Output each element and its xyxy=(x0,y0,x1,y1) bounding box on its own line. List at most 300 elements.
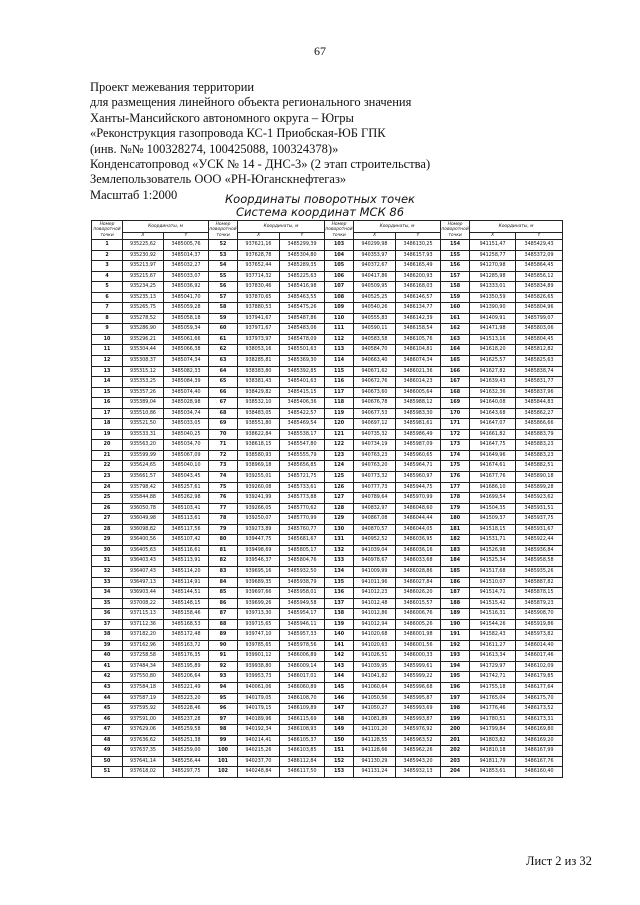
point-number-cell: 74 xyxy=(209,472,238,483)
x-coordinate-cell: 940735,32 xyxy=(354,429,396,440)
y-header: Y xyxy=(396,233,441,240)
y-coordinate-cell: 3486036,16 xyxy=(396,545,441,556)
point-number-cell: 9 xyxy=(92,324,123,335)
x-coordinate-cell: 940353,97 xyxy=(354,250,396,261)
point-number-cell: 1 xyxy=(92,240,123,251)
x-coordinate-cell: 935296,21 xyxy=(123,334,164,345)
y-coordinate-cell: 3485369,30 xyxy=(280,356,325,367)
x-coordinate-cell: 939546,37 xyxy=(238,556,280,567)
y-coordinate-cell: 3485999,22 xyxy=(396,672,441,683)
point-number-cell: 153 xyxy=(325,767,354,778)
header-line: для размещения линейного объекта регионального значения xyxy=(90,95,412,110)
point-number-cell: 17 xyxy=(92,408,123,419)
table-row xyxy=(92,250,563,261)
point-number-cell: 124 xyxy=(325,461,354,472)
table-row xyxy=(92,461,563,472)
point-number-cell: 181 xyxy=(441,524,470,535)
y-coordinate-cell: 3485058,18 xyxy=(164,313,209,324)
point-number-cell: 184 xyxy=(441,556,470,567)
y-coordinate-cell: 3485262,98 xyxy=(164,493,209,504)
x-coordinate-cell: 935599,99 xyxy=(123,450,164,461)
point-number-cell: 71 xyxy=(209,440,238,451)
y-coordinate-cell: 3485103,41 xyxy=(164,503,209,514)
table-row xyxy=(92,398,563,409)
x-coordinate-cell: 940677,53 xyxy=(354,408,396,419)
x-coordinate-cell: 941674,61 xyxy=(470,461,516,472)
y-coordinate-cell: 3486001,98 xyxy=(396,630,441,641)
y-coordinate-cell: 3485799,07 xyxy=(516,313,563,324)
point-number-cell: 106 xyxy=(325,271,354,282)
table-row xyxy=(92,682,563,693)
x-header: X xyxy=(123,233,164,240)
x-coordinate-cell: 938618,15 xyxy=(238,440,280,451)
x-coordinate-cell: 935389,04 xyxy=(123,398,164,409)
x-coordinate-cell: 938483,05 xyxy=(238,408,280,419)
y-coordinate-cell: 3485463,55 xyxy=(280,292,325,303)
point-number-cell: 144 xyxy=(325,672,354,683)
point-number-cell: 131 xyxy=(325,535,354,546)
point-number-cell: 48 xyxy=(92,735,123,746)
point-number-cell: 121 xyxy=(325,429,354,440)
y-coordinate-cell: 3485074,40 xyxy=(164,387,209,398)
y-coordinate-cell: 3485962,26 xyxy=(396,746,441,757)
y-coordinate-cell: 3485034,74 xyxy=(164,408,209,419)
table-row xyxy=(92,746,563,757)
y-coordinate-cell: 3485986,49 xyxy=(396,429,441,440)
x-coordinate-cell: 937641,14 xyxy=(123,756,164,767)
y-coordinate-cell: 3485059,28 xyxy=(164,303,209,314)
point-number-cell: 12 xyxy=(92,356,123,367)
point-number-cell: 33 xyxy=(92,577,123,588)
x-coordinate-cell: 941011,96 xyxy=(354,577,396,588)
table-row xyxy=(92,377,563,388)
y-coordinate-cell: 3485392,85 xyxy=(280,366,325,377)
x-coordinate-cell: 940417,86 xyxy=(354,271,396,282)
point-number-cell: 136 xyxy=(325,588,354,599)
x-coordinate-cell: 939785,65 xyxy=(238,640,280,651)
y-coordinate-cell: 3485172,48 xyxy=(164,630,209,641)
point-number-cell: 47 xyxy=(92,725,123,736)
x-coordinate-cell: 941625,57 xyxy=(470,356,516,367)
point-number-cell: 29 xyxy=(92,535,123,546)
y-coordinate-cell: 3485837,96 xyxy=(516,387,563,398)
y-coordinate-cell: 3485297,75 xyxy=(164,767,209,778)
point-number-cell: 21 xyxy=(92,450,123,461)
point-number-cell: 37 xyxy=(92,619,123,630)
y-coordinate-cell: 3485943,20 xyxy=(396,756,441,767)
point-number-cell: 154 xyxy=(441,240,470,251)
point-number-cell: 183 xyxy=(441,545,470,556)
x-coordinate-cell: 940509,95 xyxy=(354,282,396,293)
y-coordinate-cell: 3485501,63 xyxy=(280,345,325,356)
x-coordinate-cell: 941513,16 xyxy=(470,334,516,345)
y-coordinate-cell: 3486021,36 xyxy=(396,366,441,377)
point-number-cell: 8 xyxy=(92,313,123,324)
x-coordinate-cell: 938381,43 xyxy=(238,377,280,388)
x-coordinate-cell: 935521,50 xyxy=(123,419,164,430)
y-coordinate-cell: 3485883,79 xyxy=(516,429,563,440)
point-number-cell: 142 xyxy=(325,651,354,662)
table-row xyxy=(92,725,563,736)
x-coordinate-cell: 941258,77 xyxy=(470,250,516,261)
x-coordinate-cell: 935286,90 xyxy=(123,324,164,335)
y-coordinate-cell: 3485005,76 xyxy=(164,240,209,251)
point-number-cell: 108 xyxy=(325,292,354,303)
x-coordinate-cell: 940540,26 xyxy=(354,303,396,314)
x-coordinate-cell: 940832,97 xyxy=(354,503,396,514)
y-coordinate-cell: 3485040,10 xyxy=(164,461,209,472)
point-number-header: Номер поворотной точки xyxy=(209,221,237,238)
coordinates-header: Координаты, м xyxy=(354,221,441,233)
x-coordinate-cell: 940763,20 xyxy=(354,461,396,472)
x-coordinate-cell: 940372,67 xyxy=(354,261,396,272)
y-coordinate-cell: 3485176,35 xyxy=(164,651,209,662)
x-coordinate-cell: 941643,68 xyxy=(470,408,516,419)
x-coordinate-cell: 937637,35 xyxy=(123,746,164,757)
y-coordinate-cell: 3485656,85 xyxy=(280,461,325,472)
point-number-header: Номер поворотной точки xyxy=(325,221,353,238)
x-coordinate-cell: 941525,34 xyxy=(470,556,516,567)
x-coordinate-cell: 936407,43 xyxy=(123,566,164,577)
y-coordinate-cell: 3486060,89 xyxy=(280,682,325,693)
y-coordinate-cell: 3486105,76 xyxy=(396,334,441,345)
x-coordinate-cell: 940584,70 xyxy=(354,345,396,356)
y-coordinate-cell: 3485944,75 xyxy=(396,482,441,493)
point-number-cell: 57 xyxy=(209,292,238,303)
y-coordinate-cell: 3485882,51 xyxy=(516,461,563,472)
y-coordinate-cell: 3485812,82 xyxy=(516,345,563,356)
point-number-cell: 39 xyxy=(92,640,123,651)
x-coordinate-cell: 940777,73 xyxy=(354,482,396,493)
point-number-cell: 104 xyxy=(325,250,354,261)
point-number-cell: 30 xyxy=(92,545,123,556)
y-coordinate-cell: 3485770,99 xyxy=(280,514,325,525)
x-coordinate-cell: 939255,01 xyxy=(238,472,280,483)
y-coordinate-cell: 3485973,82 xyxy=(516,630,563,641)
x-coordinate-cell: 939699,26 xyxy=(238,598,280,609)
x-coordinate-cell: 941101,20 xyxy=(354,725,396,736)
y-coordinate-cell: 3486006,76 xyxy=(396,609,441,620)
point-number-cell: 112 xyxy=(325,334,354,345)
point-number-cell: 125 xyxy=(325,472,354,483)
table-row xyxy=(92,503,563,514)
x-coordinate-cell: 941128,55 xyxy=(354,735,396,746)
point-number-cell: 27 xyxy=(92,514,123,525)
y-coordinate-cell: 3486074,34 xyxy=(396,356,441,367)
point-number-cell: 161 xyxy=(441,313,470,324)
x-coordinate-cell: 941060,64 xyxy=(354,682,396,693)
x-coordinate-cell: 941627,82 xyxy=(470,366,516,377)
y-coordinate-cell: 3486103,85 xyxy=(280,746,325,757)
table-row xyxy=(92,450,563,461)
y-coordinate-cell: 3486200,93 xyxy=(396,271,441,282)
y-coordinate-cell: 3485958,01 xyxy=(280,588,325,599)
x-coordinate-cell: 935798,42 xyxy=(123,482,164,493)
table-row xyxy=(92,577,563,588)
y-coordinate-cell: 3486134,77 xyxy=(396,303,441,314)
y-coordinate-cell: 3485988,12 xyxy=(396,398,441,409)
point-number-cell: 78 xyxy=(209,514,238,525)
point-number-cell: 95 xyxy=(209,693,238,704)
x-coordinate-cell: 941649,96 xyxy=(470,450,516,461)
x-coordinate-cell: 939697,66 xyxy=(238,588,280,599)
point-number-cell: 156 xyxy=(441,261,470,272)
point-number-cell: 105 xyxy=(325,261,354,272)
point-number-cell: 179 xyxy=(441,503,470,514)
y-coordinate-cell: 3485117,56 xyxy=(164,524,209,535)
point-number-cell: 92 xyxy=(209,661,238,672)
y-coordinate-cell: 3485304,80 xyxy=(280,250,325,261)
x-coordinate-cell: 935624,65 xyxy=(123,461,164,472)
y-coordinate-cell: 3485976,92 xyxy=(396,725,441,736)
point-number-cell: 53 xyxy=(209,250,238,261)
point-number-cell: 109 xyxy=(325,303,354,314)
y-coordinate-cell: 3486014,23 xyxy=(396,377,441,388)
y-coordinate-cell: 3486108,93 xyxy=(280,725,325,736)
table-row xyxy=(92,514,563,525)
x-coordinate-cell: 941128,66 xyxy=(354,746,396,757)
x-coordinate-cell: 941632,36 xyxy=(470,387,516,398)
x-coordinate-cell: 935563,20 xyxy=(123,440,164,451)
x-coordinate-cell: 939901,12 xyxy=(238,651,280,662)
x-coordinate-cell: 941776,46 xyxy=(470,704,516,715)
point-number-cell: 23 xyxy=(92,472,123,483)
point-number-cell: 163 xyxy=(441,334,470,345)
y-coordinate-cell: 3486000,33 xyxy=(396,651,441,662)
point-number-cell: 130 xyxy=(325,524,354,535)
x-coordinate-cell: 941803,82 xyxy=(470,735,516,746)
x-coordinate-cell: 940299,98 xyxy=(354,240,396,251)
point-number-cell: 180 xyxy=(441,514,470,525)
x-coordinate-cell: 937629,06 xyxy=(123,725,164,736)
y-coordinate-cell: 3486033,68 xyxy=(396,556,441,567)
table-row xyxy=(92,556,563,567)
y-coordinate-cell: 3486169,20 xyxy=(516,735,563,746)
x-coordinate-cell: 937636,62 xyxy=(123,735,164,746)
y-coordinate-cell: 3485908,70 xyxy=(516,609,563,620)
x-coordinate-cell: 941285,98 xyxy=(470,271,516,282)
x-coordinate-cell: 941810,18 xyxy=(470,746,516,757)
y-coordinate-cell: 3485429,43 xyxy=(516,240,563,251)
point-number-cell: 182 xyxy=(441,535,470,546)
x-coordinate-cell: 941039,04 xyxy=(354,545,396,556)
point-number-cell: 32 xyxy=(92,566,123,577)
x-coordinate-cell: 941009,99 xyxy=(354,566,396,577)
y-coordinate-cell: 3485844,83 xyxy=(516,398,563,409)
y-coordinate-cell: 3485114,91 xyxy=(164,577,209,588)
x-coordinate-cell: 935510,86 xyxy=(123,408,164,419)
point-number-cell: 177 xyxy=(441,482,470,493)
x-coordinate-cell: 939713,30 xyxy=(238,609,280,620)
y-coordinate-cell: 3486017,01 xyxy=(280,672,325,683)
y-coordinate-cell: 3485866,66 xyxy=(516,419,563,430)
point-number-cell: 145 xyxy=(325,682,354,693)
table-row xyxy=(92,387,563,398)
table-row xyxy=(92,334,563,345)
y-coordinate-cell: 3485856,12 xyxy=(516,271,563,282)
x-coordinate-cell: 939695,16 xyxy=(238,566,280,577)
point-number-cell: 171 xyxy=(441,419,470,430)
x-coordinate-cell: 941640,08 xyxy=(470,398,516,409)
point-number-cell: 119 xyxy=(325,408,354,419)
point-number-cell: 201 xyxy=(441,735,470,746)
y-header: Y xyxy=(280,233,325,240)
point-number-cell: 123 xyxy=(325,450,354,461)
table-row xyxy=(92,493,563,504)
x-coordinate-cell: 940952,52 xyxy=(354,535,396,546)
x-coordinate-cell: 940671,62 xyxy=(354,366,396,377)
table-row xyxy=(92,767,563,778)
x-coordinate-cell: 937591,00 xyxy=(123,714,164,725)
table-row xyxy=(92,482,563,493)
point-number-cell: 128 xyxy=(325,503,354,514)
x-coordinate-cell: 939250,07 xyxy=(238,514,280,525)
point-number-cell: 185 xyxy=(441,566,470,577)
x-coordinate-cell: 936403,43 xyxy=(123,556,164,567)
x-coordinate-cell: 941677,76 xyxy=(470,472,516,483)
point-number-cell: 151 xyxy=(325,746,354,757)
y-coordinate-cell: 3485983,30 xyxy=(396,408,441,419)
x-coordinate-cell: 937830,46 xyxy=(238,282,280,293)
point-number-cell: 204 xyxy=(441,767,470,778)
point-number-cell: 194 xyxy=(441,661,470,672)
x-coordinate-cell: 938053,16 xyxy=(238,345,280,356)
y-coordinate-cell: 3485993,69 xyxy=(396,704,441,715)
x-coordinate-cell: 935315,12 xyxy=(123,366,164,377)
point-number-cell: 111 xyxy=(325,324,354,335)
y-coordinate-cell: 3485422,57 xyxy=(280,408,325,419)
point-number-cell: 187 xyxy=(441,588,470,599)
point-number-cell: 122 xyxy=(325,440,354,451)
point-number-cell: 35 xyxy=(92,598,123,609)
point-number-cell: 202 xyxy=(441,746,470,757)
y-coordinate-cell: 3485887,82 xyxy=(516,577,563,588)
y-coordinate-cell: 3485883,23 xyxy=(516,450,563,461)
y-coordinate-cell: 3485804,45 xyxy=(516,334,563,345)
x-coordinate-cell: 941509,37 xyxy=(470,514,516,525)
x-coordinate-cell: 941012,48 xyxy=(354,598,396,609)
point-number-cell: 54 xyxy=(209,261,238,272)
y-coordinate-cell: 3485987,09 xyxy=(396,440,441,451)
point-number-cell: 93 xyxy=(209,672,238,683)
y-coordinate-cell: 3485864,45 xyxy=(516,261,563,272)
point-number-cell: 84 xyxy=(209,577,238,588)
point-number-cell: 141 xyxy=(325,640,354,651)
y-coordinate-cell: 3486104,81 xyxy=(396,345,441,356)
x-coordinate-cell: 940215,26 xyxy=(238,746,280,757)
x-coordinate-cell: 940583,58 xyxy=(354,334,396,345)
x-coordinate-cell: 937258,58 xyxy=(123,651,164,662)
point-number-cell: 165 xyxy=(441,356,470,367)
point-number-cell: 52 xyxy=(209,240,238,251)
x-coordinate-cell: 937941,67 xyxy=(238,313,280,324)
point-number-cell: 6 xyxy=(92,292,123,303)
point-number-cell: 148 xyxy=(325,714,354,725)
x-coordinate-cell: 941742,71 xyxy=(470,672,516,683)
x-coordinate-cell: 935213,97 xyxy=(123,261,164,272)
x-coordinate-cell: 938429,82 xyxy=(238,387,280,398)
x-coordinate-cell: 935265,75 xyxy=(123,303,164,314)
x-coordinate-cell: 941409,91 xyxy=(470,313,516,324)
x-coordinate-cell: 940673,60 xyxy=(354,387,396,398)
y-coordinate-cell: 3485932,13 xyxy=(396,767,441,778)
y-coordinate-cell: 3485036,92 xyxy=(164,282,209,293)
point-number-cell: 43 xyxy=(92,682,123,693)
table-body xyxy=(92,240,563,778)
y-coordinate-cell: 3485957,33 xyxy=(280,630,325,641)
y-coordinate-cell: 3486142,39 xyxy=(396,313,441,324)
point-number-cell: 88 xyxy=(209,619,238,630)
x-coordinate-cell: 938969,18 xyxy=(238,461,280,472)
y-coordinate-cell: 3486117,50 xyxy=(280,767,325,778)
y-coordinate-cell: 3485084,39 xyxy=(164,377,209,388)
y-coordinate-cell: 3486048,60 xyxy=(396,503,441,514)
y-coordinate-cell: 3485825,63 xyxy=(516,356,563,367)
y-coordinate-cell: 3485032,27 xyxy=(164,261,209,272)
point-number-cell: 79 xyxy=(209,524,238,535)
x-coordinate-cell: 937618,02 xyxy=(123,767,164,778)
x-coordinate-cell: 935225,62 xyxy=(123,240,164,251)
point-number-cell: 24 xyxy=(92,482,123,493)
table-row xyxy=(92,356,563,367)
y-coordinate-cell: 3485061,66 xyxy=(164,334,209,345)
y-coordinate-cell: 3485259,00 xyxy=(164,746,209,757)
x-coordinate-cell: 941853,61 xyxy=(470,767,516,778)
y-coordinate-cell: 3485257,61 xyxy=(164,482,209,493)
point-number-cell: 146 xyxy=(325,693,354,704)
point-number-cell: 158 xyxy=(441,282,470,293)
table-row xyxy=(92,324,563,335)
x-coordinate-cell: 939498,69 xyxy=(238,545,280,556)
y-coordinate-cell: 3486015,57 xyxy=(396,598,441,609)
x-header: X xyxy=(238,233,280,240)
point-number-cell: 63 xyxy=(209,356,238,367)
y-coordinate-cell: 3485890,18 xyxy=(516,472,563,483)
x-coordinate-cell: 937162,96 xyxy=(123,640,164,651)
point-number-cell: 50 xyxy=(92,756,123,767)
x-coordinate-cell: 941517,68 xyxy=(470,566,516,577)
point-number-cell: 138 xyxy=(325,609,354,620)
point-number-cell: 129 xyxy=(325,514,354,525)
table-row xyxy=(92,240,563,251)
x-coordinate-cell: 941012,23 xyxy=(354,588,396,599)
y-coordinate-cell: 3486160,40 xyxy=(516,767,563,778)
y-coordinate-cell: 3485770,62 xyxy=(280,503,325,514)
x-header: X xyxy=(470,233,516,240)
x-coordinate-cell: 940061,06 xyxy=(238,682,280,693)
table-row xyxy=(92,419,563,430)
y-coordinate-cell: 3485401,63 xyxy=(280,377,325,388)
point-number-cell: 196 xyxy=(441,682,470,693)
x-coordinate-cell: 941041,82 xyxy=(354,672,396,683)
point-number-cell: 38 xyxy=(92,630,123,641)
x-coordinate-cell: 941611,27 xyxy=(470,640,516,651)
x-coordinate-cell: 941531,71 xyxy=(470,535,516,546)
y-coordinate-cell: 3485223,20 xyxy=(164,693,209,704)
point-number-cell: 83 xyxy=(209,566,238,577)
y-coordinate-cell: 3485082,33 xyxy=(164,366,209,377)
table-row xyxy=(92,609,563,620)
header-line: (инв. №№ 100328274, 100425088, 100324378)» xyxy=(90,141,339,156)
y-coordinate-cell: 3486157,93 xyxy=(396,250,441,261)
x-coordinate-cell: 941471,98 xyxy=(470,324,516,335)
y-coordinate-cell: 3486130,25 xyxy=(396,240,441,251)
y-coordinate-cell: 3486109,89 xyxy=(280,704,325,715)
y-coordinate-cell: 3486165,49 xyxy=(396,261,441,272)
header-line: Землепользователь ООО «РН-Юганскнефтегаз» xyxy=(90,172,347,187)
y-coordinate-cell: 3485993,87 xyxy=(396,714,441,725)
point-number-cell: 91 xyxy=(209,651,238,662)
